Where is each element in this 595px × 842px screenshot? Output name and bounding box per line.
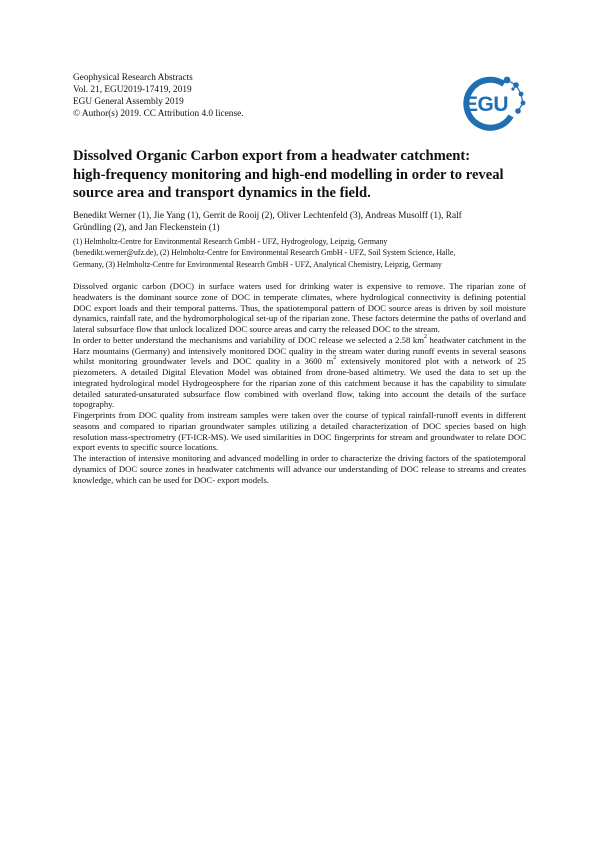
superscript-2: 2 <box>423 333 427 340</box>
abstract-p2-part-c: extensively monitored plot with a network of 25 piezometers. A detailed Digital Elevation Model was obtained from drone-based altimetry. We used the data to set up the integrated hydrological model Hydrogeosphere for the riparian zone of this catchment because it has the capability to simulate detailed saturated-unsaturated subsurface flow combined with overland flow, taking into account the details of the surface topography. <box>73 356 526 410</box>
license-info: © Author(s) 2019. CC Attribution 4.0 license. <box>73 109 244 119</box>
abstract-paragraph-3: Fingerprints from DOC quality from instream samples were taken over the course of typical rainfall-runoff events in different seasons and compared to riparian groundwater samples utilizing a detailed characterization of DOC species based on high resolution mass-spectrometry (FT-ICR-MS). We used similarities in DOC fingerprints for stream and groundwater to relate DOC export events to specific source locations. <box>73 410 526 453</box>
abstract-paragraph-4: The interaction of intensive monitoring and advanced modelling in order to characterize the driving factors of the spatiotemporal dynamics of DOC source zones in headwater catchments will advance our understanding of DOC release to streams and creates knowledge, which can be used for DOC- export models. <box>73 453 526 485</box>
affiliation-list <box>73 236 525 270</box>
authors-line-2: Gründling (2), and Jan Fleckenstein (1) <box>73 223 220 234</box>
publication-info <box>73 72 403 120</box>
superscript-2: 2 <box>333 355 337 362</box>
paper-title <box>73 147 533 203</box>
abstract-p2-part-b: headwater catchment in the Harz mountains (Germany) and intensively monitored DOC quality in the stream water during runoff events in several seasons whilst monitoring groundwater levels and DOC quality in a 3600 m <box>73 334 526 367</box>
abstract-paragraph-2 <box>73 335 526 410</box>
abstract-p2-part-a: In order to better understand the mechanisms and variability of DOC release we selected a 2.58 km <box>73 334 424 345</box>
assembly-name: EGU General Assembly 2019 <box>73 97 184 107</box>
authors-line-1: Benedikt Werner (1), Jie Yang (1), Gerrit de Rooij (2), Oliver Lechtenfeld (3), Andreas Musolff (1), Ralf <box>73 211 462 221</box>
title-line-1: Dissolved Organic Carbon export from a headwater catchment: <box>73 148 471 164</box>
logo-text: EGU <box>464 93 509 116</box>
affiliations-line-2: (benedikt.werner@ufz.de), (2) Helmholtz-Centre for Environmental Research GmbH - UFZ, Soil System Science, Halle, <box>73 248 456 258</box>
abstract-body <box>73 281 526 485</box>
journal-name: Geophysical Research Abstracts <box>73 73 193 83</box>
affiliations-line-1: (1) Helmholtz-Centre for Environmental Research GmbH - UFZ, Hydrogeology, Leipzig, Germany <box>73 237 388 246</box>
volume-info: Vol. 21, EGU2019-17419, 2019 <box>73 85 192 95</box>
egu-logo <box>455 74 527 132</box>
title-line-3: source area and transport dynamics in the field. <box>73 185 371 201</box>
affiliations-line-3: Germany, (3) Helmholtz-Centre for Environmental Research GmbH - UFZ, Analytical Chemistry, Leipzig, Germany <box>73 259 442 269</box>
author-list <box>73 210 525 234</box>
abstract-paragraph-1: Dissolved organic carbon (DOC) in surface waters used for drinking water is expensive to remove. The riparian zone of headwaters is the dominant source zone of DOC in temperate climates, where hydrological connectivity is defining potential DOC export loads and their temporal patterns. Thus, the spatiotemporal pattern of DOC source areas is driven by soil moisture dynamics, rainfall rate, and the hydromorphological set-up of the riparian zone. These factors determine the paths of overland and lateral subsurface flow that unlock localized DOC source areas and carry the released DOC to the stream. <box>73 281 526 334</box>
title-line-2: high-frequency monitoring and high-end modelling in order to reveal <box>73 166 504 183</box>
